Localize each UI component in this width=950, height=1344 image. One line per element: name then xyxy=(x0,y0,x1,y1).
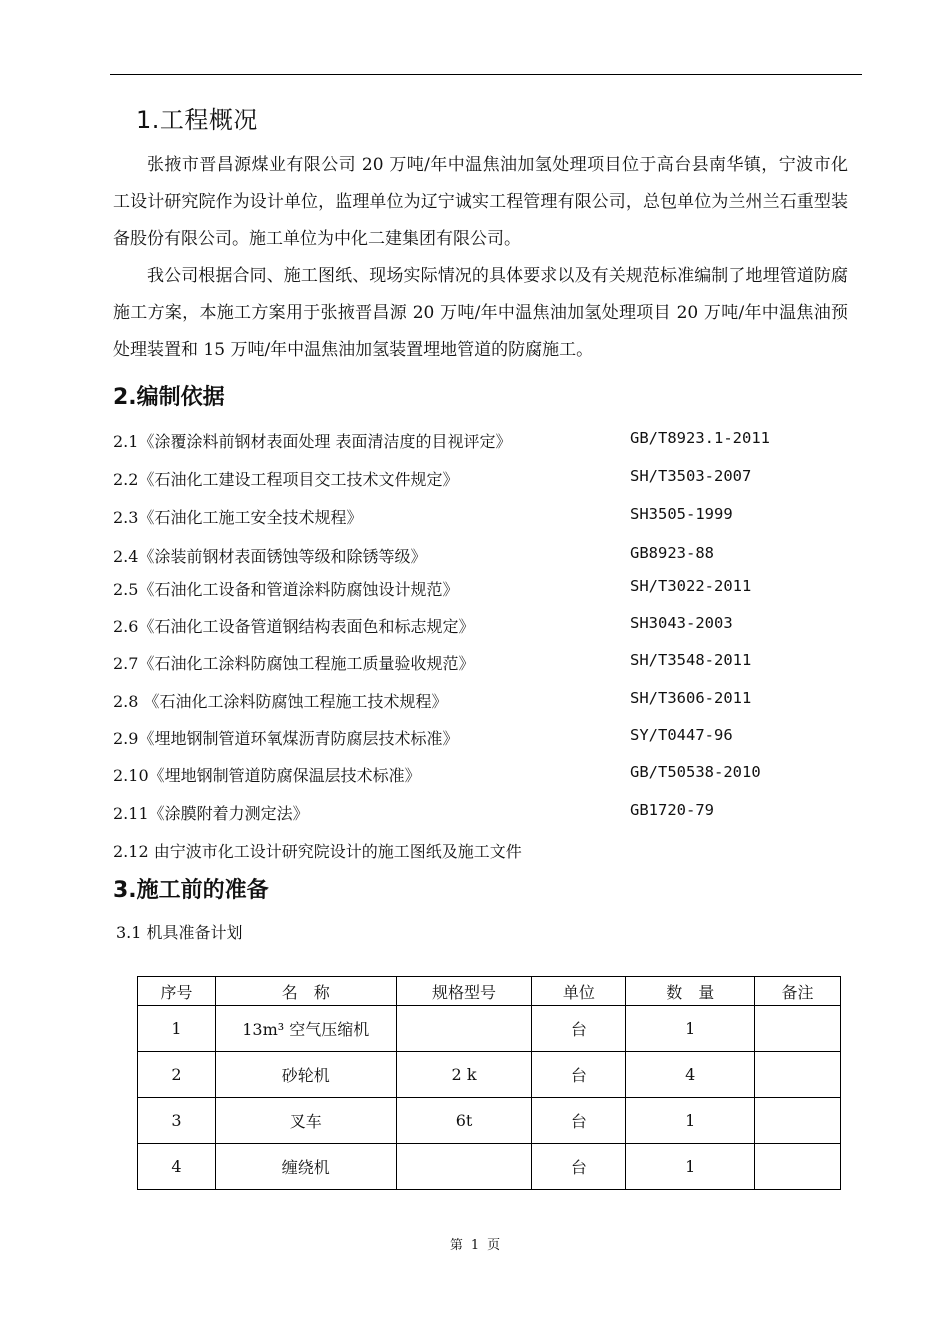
table-row xyxy=(138,1006,841,1052)
reference-item xyxy=(113,839,853,863)
reference-code: GB1720-79 xyxy=(630,801,714,819)
subsection-3-1-title: 3.1 机具准备计划 xyxy=(116,923,243,942)
reference-code: SH3043-2003 xyxy=(630,614,733,632)
header-cell: 数 量 xyxy=(626,977,755,1006)
table-cell xyxy=(755,1006,841,1052)
table-cell: 6t xyxy=(396,1098,532,1144)
reference-title: 2.8 《石油化工涂料防腐蚀工程施工技术规程》 xyxy=(113,692,448,711)
table-cell: 1 xyxy=(626,1144,755,1190)
paragraph-project-overview: 张掖市晋昌源煤业有限公司 20 万吨/年中温焦油加氢处理项目位于高台县南华镇，宁波市化工设计研究院作为设计单位，监理单位为辽宁诚实工程管理有限公司，总包单位为兰州兰石重型装备股份有限公司。施工单位为中化二建集团有限公司。 xyxy=(113,155,848,249)
equipment-table xyxy=(137,976,841,1190)
reference-title: 2.11《涂膜附着力测定法》 xyxy=(113,804,309,823)
table-row xyxy=(138,1098,841,1144)
table-cell: 4 xyxy=(138,1144,216,1190)
reference-title: 2.2《石油化工建设工程项目交工技术文件规定》 xyxy=(113,470,459,489)
header-cell: 序号 xyxy=(138,977,216,1006)
reference-item xyxy=(113,763,853,787)
table-cell: 砂轮机 xyxy=(215,1052,396,1098)
reference-title: 2.12 由宁波市化工设计研究院设计的施工图纸及施工文件 xyxy=(113,842,522,861)
reference-code: GB/T50538-2010 xyxy=(630,763,761,781)
table-cell: 2 xyxy=(138,1052,216,1098)
reference-title: 2.7《石油化工涂料防腐蚀工程施工质量验收规范》 xyxy=(113,654,475,673)
header-rule xyxy=(110,74,862,75)
table-cell: 台 xyxy=(532,1006,626,1052)
reference-title: 2.5《石油化工设备和管道涂料防腐蚀设计规范》 xyxy=(113,580,459,599)
table-cell xyxy=(755,1052,841,1098)
reference-title: 2.9《埋地钢制管道环氧煤沥青防腐层技术标准》 xyxy=(113,729,459,748)
table-cell: 4 xyxy=(626,1052,755,1098)
reference-item xyxy=(113,614,853,638)
table-cell xyxy=(755,1098,841,1144)
reference-title: 2.3《石油化工施工安全技术规程》 xyxy=(113,508,363,527)
reference-item xyxy=(113,467,853,491)
table-cell: 1 xyxy=(138,1006,216,1052)
footer-suffix: 页 xyxy=(487,1238,501,1253)
section-2-title: 2.编制依据 xyxy=(113,385,225,410)
reference-item xyxy=(113,429,853,453)
table-cell: 台 xyxy=(532,1144,626,1190)
reference-code: SH3505-1999 xyxy=(630,505,733,523)
reference-code: SH/T3606-2011 xyxy=(630,689,752,707)
reference-item xyxy=(113,651,853,675)
reference-title: 2.4《涂装前钢材表面锈蚀等级和除锈等级》 xyxy=(113,547,427,566)
section-3-title: 3.施工前的准备 xyxy=(113,878,269,903)
reference-item xyxy=(113,726,853,750)
table-row xyxy=(138,1144,841,1190)
table-row xyxy=(138,1052,841,1098)
reference-title: 2.10《埋地钢制管道防腐保温层技术标准》 xyxy=(113,766,421,785)
reference-item xyxy=(113,801,853,825)
paragraph-scheme-scope: 我公司根据合同、施工图纸、现场实际情况的具体要求以及有关规范标准编制了地埋管道防腐施工方案，本施工方案用于张掖晋昌源 20 万吨/年中温焦油加氢处理项目 20 万吨/年中温焦油预处理装置和 15 万吨/年中温焦油加氢装置埋地管道的防腐施工。 xyxy=(113,266,848,360)
reference-code: GB8923-88 xyxy=(630,544,714,562)
table-cell: 叉车 xyxy=(215,1098,396,1144)
reference-code: GB/T8923.1-2011 xyxy=(630,429,770,447)
header-cell: 单位 xyxy=(532,977,626,1006)
reference-title: 2.1《涂覆涂料前钢材表面处理 表面清洁度的目视评定》 xyxy=(113,432,512,451)
reference-code: SH/T3022-2011 xyxy=(630,577,752,595)
table-cell: 台 xyxy=(532,1052,626,1098)
reference-title: 2.6《石油化工设备管道钢结构表面色和标志规定》 xyxy=(113,617,475,636)
reference-code: SH/T3548-2011 xyxy=(630,651,752,669)
table-cell: 3 xyxy=(138,1098,216,1144)
table-cell xyxy=(396,1144,532,1190)
reference-code: SY/T0447-96 xyxy=(630,726,733,744)
header-cell: 名 称 xyxy=(215,977,396,1006)
table-cell: 台 xyxy=(532,1098,626,1144)
table-cell xyxy=(396,1006,532,1052)
footer-prefix: 第 xyxy=(449,1238,463,1253)
reference-item xyxy=(113,689,853,713)
table-cell: 13m³ 空气压缩机 xyxy=(215,1006,396,1052)
reference-item xyxy=(113,505,853,529)
header-cell: 规格型号 xyxy=(396,977,532,1006)
reference-item xyxy=(113,544,853,568)
table-cell: 2 k xyxy=(396,1052,532,1098)
page-number: 1 xyxy=(470,1238,480,1253)
section-1-title: 1.工程概况 xyxy=(136,106,258,134)
header-cell: 备注 xyxy=(755,977,841,1006)
table-cell: 1 xyxy=(626,1006,755,1052)
table-cell: 缠绕机 xyxy=(215,1144,396,1190)
reference-item xyxy=(113,577,853,601)
table-header-row xyxy=(138,977,841,1006)
page-footer xyxy=(0,1234,950,1253)
reference-code: SH/T3503-2007 xyxy=(630,467,752,485)
table-cell xyxy=(755,1144,841,1190)
table-cell: 1 xyxy=(626,1098,755,1144)
